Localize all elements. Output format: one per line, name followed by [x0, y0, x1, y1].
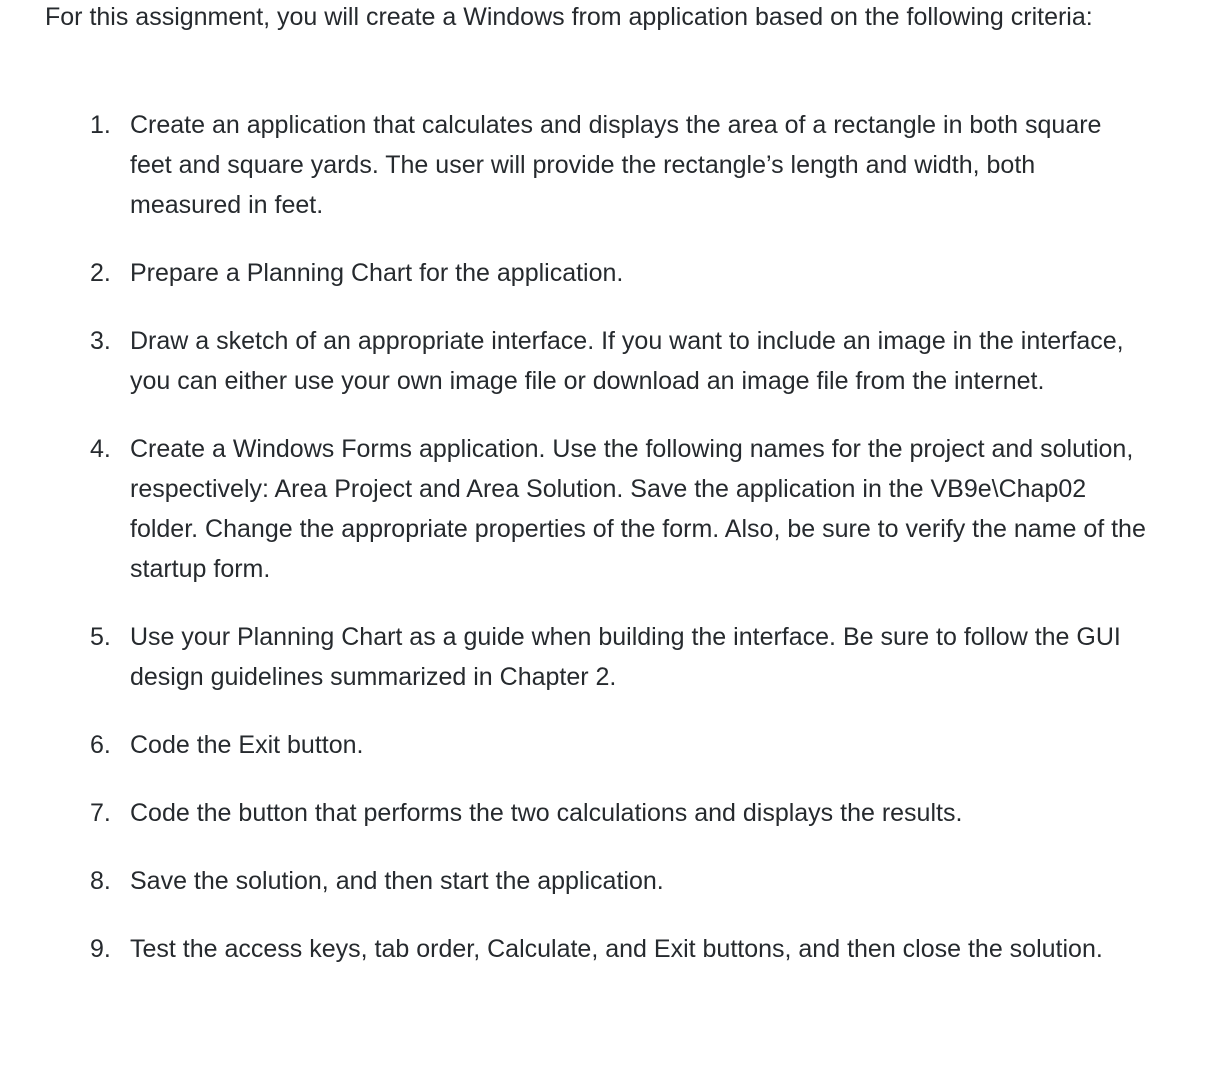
criteria-list: [90, 105, 1150, 997]
item-number: 5.: [90, 623, 111, 651]
item-text: Code the button that performs the two calculations and displays the results.: [130, 799, 963, 827]
item-text: Code the Exit button.: [130, 731, 364, 759]
item-number: 6.: [90, 731, 111, 759]
item-number: 2.: [90, 259, 111, 287]
item-number: 4.: [90, 435, 111, 463]
criteria-item-3: [90, 321, 1150, 401]
item-text: Create an application that calculates and displays the area of a rectangle in both square feet and square yards. The user will provide the rectangle’s length and width, both measured in feet.: [130, 111, 1102, 219]
item-text: Create a Windows Forms application. Use the following names for the project and solution, respectively: Area Project and Area Solution. Save the application in the VB9e\Chap02 folder. Change the appropriate properties of the form. Also, be sure to verify the name of the startup form.: [130, 435, 1146, 583]
criteria-item-2: [90, 253, 1150, 293]
item-number: 9.: [90, 935, 111, 963]
criteria-item-6: [90, 725, 1150, 765]
item-text: Save the solution, and then start the application.: [130, 867, 664, 895]
criteria-item-9: [90, 929, 1150, 969]
item-text: Prepare a Planning Chart for the application.: [130, 259, 624, 287]
criteria-item-5: [90, 617, 1150, 697]
item-number: 8.: [90, 867, 111, 895]
item-number: 1.: [90, 111, 111, 139]
criteria-item-7: [90, 793, 1150, 833]
item-number: 3.: [90, 327, 111, 355]
criteria-item-1: [90, 105, 1150, 225]
criteria-item-4: [90, 429, 1150, 589]
intro-paragraph: For this assignment, you will create a Windows from application based on the following criteria:: [45, 3, 1093, 31]
item-text: Test the access keys, tab order, Calculate, and Exit buttons, and then close the solution.: [130, 935, 1103, 963]
item-number: 7.: [90, 799, 111, 827]
criteria-item-8: [90, 861, 1150, 901]
item-text: Use your Planning Chart as a guide when building the interface. Be sure to follow the GUI design guidelines summarized in Chapter 2.: [130, 623, 1121, 691]
item-text: Draw a sketch of an appropriate interface. If you want to include an image in the interface, you can either use your own image file or download an image file from the internet.: [130, 327, 1124, 395]
